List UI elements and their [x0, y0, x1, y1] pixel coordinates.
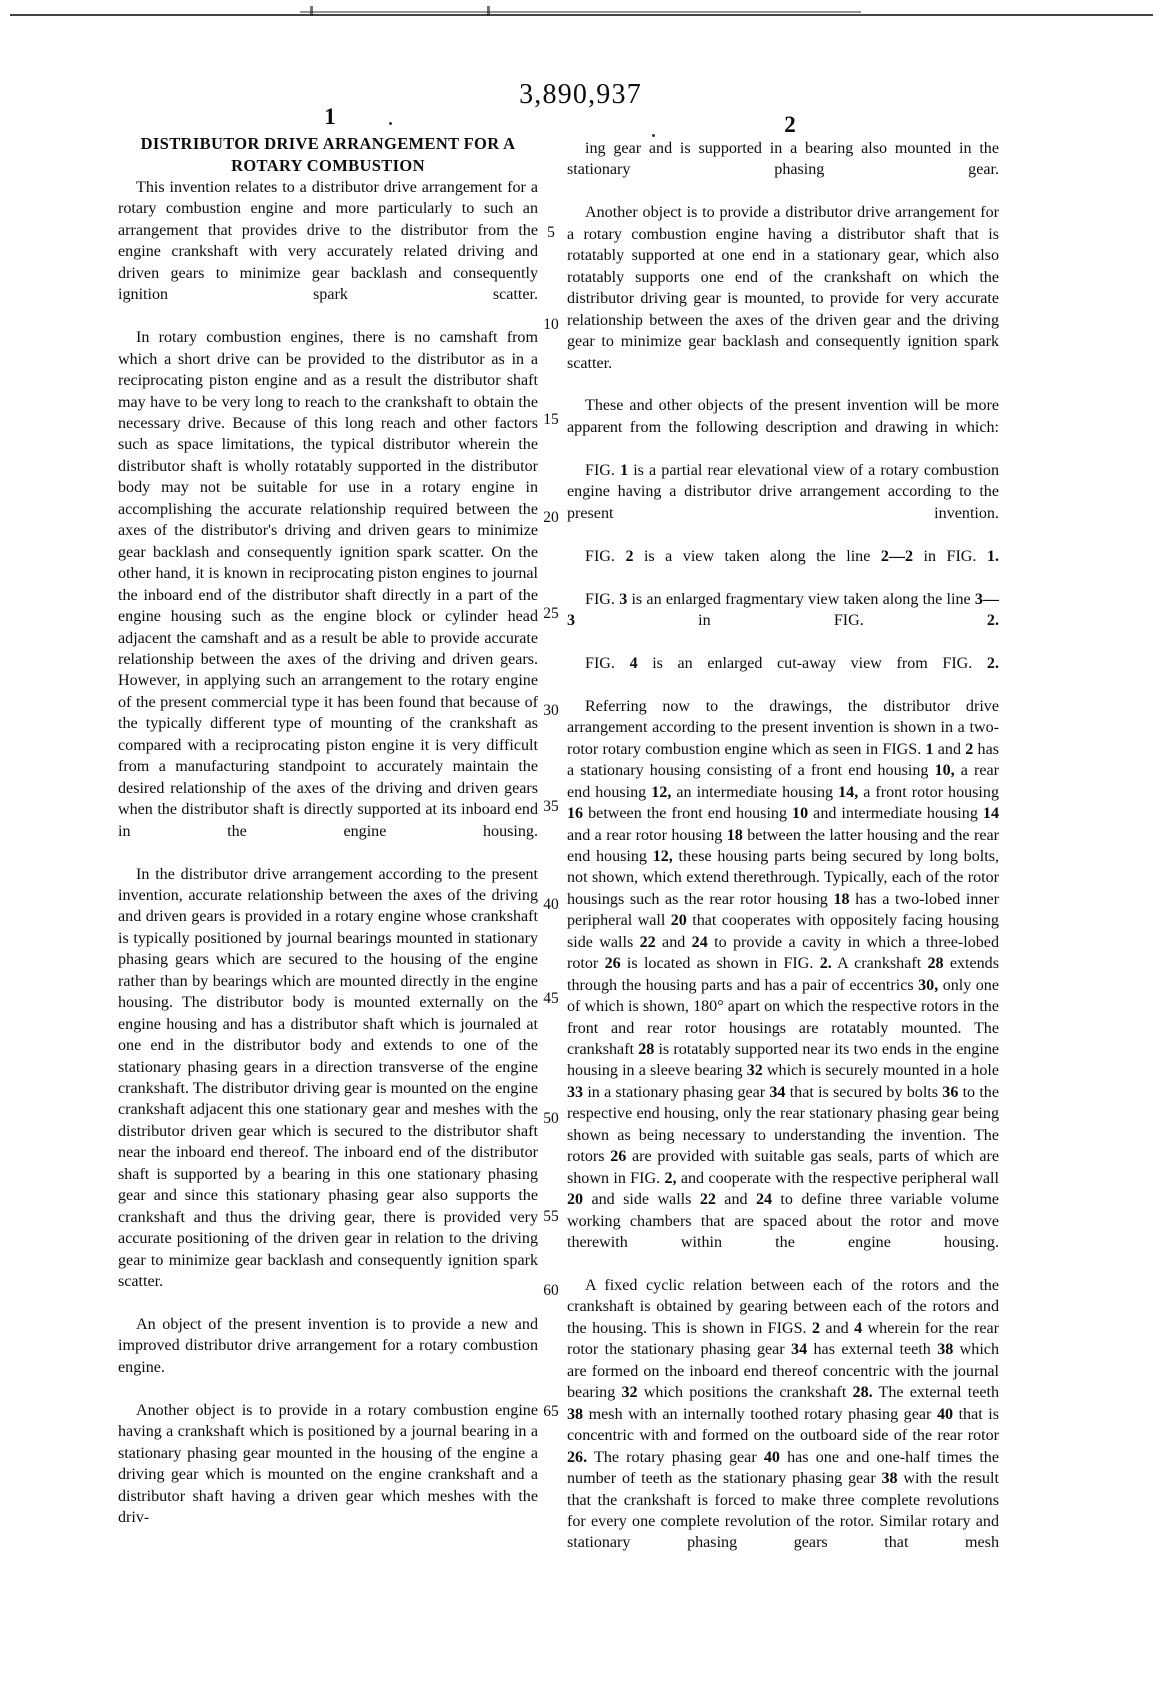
patent-title	[118, 133, 538, 177]
line-number: 30	[543, 702, 559, 719]
line-number: 20	[543, 509, 559, 526]
line-number: 50	[543, 1110, 559, 1127]
patent-number: 3,890,937	[519, 79, 642, 110]
column-number-right: 2	[784, 112, 796, 137]
scan-nick-right	[487, 6, 490, 16]
scan-top-rule	[10, 14, 1153, 16]
line-number-gutter	[536, 0, 566, 1705]
line-number: 60	[543, 1282, 559, 1299]
line-number: 35	[543, 798, 559, 815]
paragraph: FIG. 3 is an enlarged fragmentary view taken along the line 3—3 in FIG. 2.	[567, 590, 999, 629]
line-number: 25	[543, 605, 559, 622]
scan-edge-artifacts	[0, 0, 1161, 30]
paragraph: This invention relates to a distributor drive arrangement for a rotary combustion engine and more particularly to such an arrangement that provides drive to the distributor from the engine crankshaft with very accurately related driving and driven gears to minimize gear backlash and consequently ignition spark scatter.	[118, 179, 538, 304]
paragraph: An object of the present invention is to provide a new and improved distributor drive arrangement for a rotary combustion engine.	[118, 1316, 538, 1376]
paragraph: In the distributor drive arrangement according to the present invention, accurate relationship between the axes of the driving and driven gears is provided in a rotary engine whose crankshaft is typically positioned by journal bearings mounted in stationary phasing gears which are secured to the housing of the engine rather than by bearings which are mounted directly in the engine housing. The distributor body is mounted externally on the engine housing and has a distributor shaft which is journaled at one end in the distributor body and extends to one of the stationary phasing gears in a direction transverse of the engine crankshaft. The distributor driving gear is mounted on the engine crankshaft adjacent this one stationary gear and meshes with the distributor driven gear which is secured to the distributor shaft near the inboard end thereof. The inboard end of the distributor shaft is supported by a bearing in this one stationary phasing gear and since this stationary phasing gear also supports the crankshaft and thus the driving gear, there is provided very accurate positioning of the driven gear in relation to the driving gear to minimize gear backlash and consequently ignition spark scatter.	[118, 865, 538, 1291]
scan-speck-1	[389, 122, 392, 125]
paragraph: FIG. 4 is an enlarged cut-away view from FIG. 2.	[585, 654, 999, 672]
line-number: 10	[543, 316, 559, 333]
scan-nick-left	[310, 6, 313, 16]
line-number: 45	[543, 990, 559, 1007]
scan-top-rule-secondary	[300, 11, 861, 13]
line-number: 65	[543, 1403, 559, 1420]
paragraph: Another object is to provide in a rotary combustion engine having a crankshaft which is positioned by a journal bearing in a stationary phasing gear mounted in the housing of the engine a driving gear which is mounted on the engine crankshaft and a distributor shaft having a driven gear which meshes with the driv-	[118, 1401, 538, 1527]
body-column-right	[567, 138, 999, 1575]
line-number: 40	[543, 896, 559, 913]
paragraph: ing gear and is supported in a bearing also mounted in the stationary phasing gear.	[567, 140, 999, 179]
paragraph: These and other objects of the present invention will be more apparent from the following description and drawing in which:	[567, 397, 999, 436]
body-column-left	[118, 177, 538, 1550]
line-number: 5	[547, 224, 555, 241]
patent-title-line-2: ROTARY COMBUSTION	[231, 156, 425, 175]
line-number: 55	[543, 1208, 559, 1225]
patent-title-line-1: DISTRIBUTOR DRIVE ARRANGEMENT FOR A	[140, 134, 516, 153]
paragraph: FIG. 1 is a partial rear elevational view of a rotary combustion engine having a distributor drive arrangement according to the present invention.	[567, 461, 1000, 522]
paragraph: A fixed cyclic relation between each of the rotors and the crankshaft is obtained by gearing between each of the rotors and the housing. This is shown in FIGS. 2 and 4 wherein for the rear rotor the stationary phasing gear 34 has external teeth 38 which are formed on the inboard end thereof concentric with the journal bearing 32 which positions the crankshaft 28. The external teeth 38 mesh with an internally toothed rotary phasing gear 40 that is concentric with and formed on the outboard side of the rear rotor 26. The rotary phasing gear 40 has one and one-half times the number of teeth as the stationary phasing gear 38 with the result that the crankshaft is forced to make three complete revolutions for every one complete revolution of the rotor. Similar rotary and stationary phasing gears that mesh	[567, 1277, 1000, 1552]
paragraph: Another object is to provide a distributor drive arrangement for a rotary combustion engine having a distributor shaft that is rotatably supported at one end in a stationary gear, which also rotatably supports one end of the crankshaft on which the distributor driving gear is mounted, to provide for very accurate relationship between the axes of the driven gear and the driving gear to minimize gear backlash and consequently ignition spark scatter.	[567, 204, 999, 372]
paragraph: FIG. 2 is a view taken along the line 2—2 in FIG. 1.	[585, 547, 1000, 565]
scan-speck-2	[652, 134, 655, 137]
line-number: 15	[543, 411, 559, 428]
paragraph: In rotary combustion engines, there is no camshaft from which a short drive can be provided to the distributor as in a reciprocating piston engine and as a result the distributor shaft may have to be very long to reach to the crankshaft to obtain the necessary drive. Because of this long reach and other factors such as space limitations, the typical distributor wherein the distributor shaft is wholly rotatably supported in the distributor body may not be suitable for use in a rotary engine in accomplishing the accurate relationship required between the axes of the distributor's driving and driven gears to minimize gear backlash and consequently ignition spark scatter. On the other hand, it is known in reciprocating piston engines to journal the inboard end of the distributor shaft directly in a part of the engine housing such as the engine block or cylinder head adjacent the camshaft and as a result be able to provide accurate relationship between the axes of the driving and driven gears. However, in applying such an arrangement to the rotary engine of the present commercial type it has been found that because of the typically different type of mounting of the crankshaft as compared with a reciprocating piston engine it is very difficult from a manufacturing standpoint to accurately maintain the desired relationship of the axes of the driving and driven gears when the distributor shaft is directly supported at its inboard end in the engine housing.	[118, 329, 538, 840]
paragraph: Referring now to the drawings, the distributor drive arrangement according to the present invention is shown in a two-rotor rotary combustion engine which as seen in FIGS. 1 and 2 has a stationary housing consisting of a front end housing 10, a rear end housing 12, an intermediate housing 14, a front rotor housing 16 between the front end housing 10 and intermediate housing 14 and a rear rotor housing 18 between the latter housing and the rear end housing 12, these housing parts being secured by long bolts, not shown, which extend therethrough. Typically, each of the rotor housings such as the rear rotor housing 18 has a two-lobed inner peripheral wall 20 that cooperates with oppositely facing housing side walls 22 and 24 to provide a cavity in which a three-lobed rotor 26 is located as shown in FIG. 2. A crankshaft 28 extends through the housing parts and has a pair of eccentrics 30, only one of which is shown, 180° apart on which the respective rotors in the front and rear rotor housings are rotatably mounted. The crankshaft 28 is rotatably supported near its two ends in the engine housing in a sleeve bearing 32 which is securely mounted in a hole 33 in a stationary phasing gear 34 that is secured by bolts 36 to the respective end housing, only the rear stationary phasing gear being shown as being necessary to understanding the invention. The rotors 26 are provided with suitable gas seals, parts of which are shown in FIG. 2, and cooperate with the respective peripheral wall 20 and side walls 22 and 24 to define three variable volume working chambers that are spaced about the rotor and move therewith within the engine housing.	[567, 697, 1000, 1252]
column-number-left: 1	[324, 104, 336, 129]
